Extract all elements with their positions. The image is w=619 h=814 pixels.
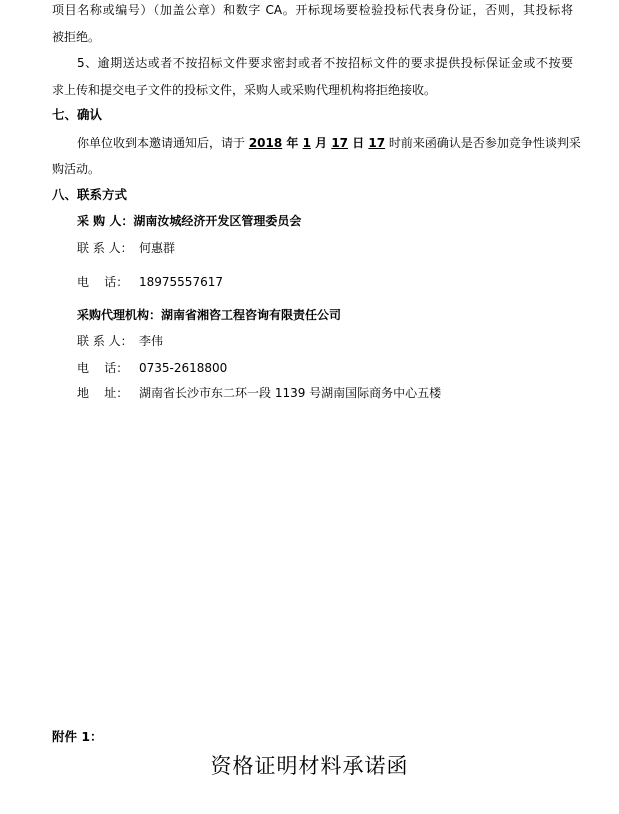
section7-text — [77, 135, 581, 151]
section7-text-after: 时前来函确认是否参加竞争性谈判采 — [385, 136, 581, 150]
purchaser-name: 湖南汝城经济开发区管理委员会 — [133, 214, 302, 228]
agency-contact-label: 联 系 人： — [77, 334, 133, 348]
confirm-hour: 17 — [368, 136, 386, 150]
agency-phone-row — [77, 360, 573, 376]
agency-contact-row — [77, 333, 573, 349]
section8-heading: 八、联系方式 — [52, 187, 128, 202]
para5-line1: 5、逾期送达或者不按招标文件要求密封或者不按招标文件的要求提供投标保证金或不按要 — [77, 56, 573, 70]
section7-text-before: 你单位收到本邀请通知后，请于 — [77, 136, 249, 150]
purchaser-row — [77, 213, 573, 229]
agency-name: 湖南省湘咨工程咨询有限责任公司 — [161, 308, 342, 322]
month-suffix: 月 — [310, 136, 332, 150]
purchaser-phone-row — [77, 274, 573, 290]
appendix-label: 附件 1： — [52, 729, 103, 744]
confirm-year: 2018 — [248, 136, 283, 150]
year-suffix: 年 — [282, 136, 303, 150]
para4-line2: 被拒绝。 — [52, 30, 101, 44]
agency-address: 湖南省长沙市东二环一段 1139 号湖南国际商务中心五楼 — [139, 386, 442, 400]
day-suffix: 日 — [348, 136, 369, 150]
agency-row — [77, 307, 573, 323]
purchaser-contact-row — [77, 240, 573, 256]
confirm-day: 17 — [331, 136, 349, 150]
para5-line2: 求上传和提交电子文件的投标文件，采购人或采购代理机构将拒绝接收。 — [52, 83, 437, 97]
agency-phone-label: 电 话： — [77, 361, 129, 375]
agency-address-label: 地 址： — [77, 386, 129, 400]
section7-heading: 七、确认 — [52, 107, 103, 122]
purchaser-contact-label: 联 系 人： — [77, 241, 133, 255]
section7-line2: 购活动。 — [52, 162, 101, 176]
agency-contact: 李伟 — [139, 334, 164, 348]
purchaser-phone: 18975557617 — [139, 275, 223, 289]
agency-address-row — [77, 385, 573, 401]
agency-label: 采购代理机构： — [77, 308, 162, 322]
purchaser-label: 采 购 人： — [77, 214, 134, 228]
purchaser-contact: 何惠群 — [139, 241, 176, 255]
para4-line1: 项目名称或编号）（加盖公章）和数字 CA。开标现场要检验投标代表身份证，否则，其投标将 — [52, 3, 573, 17]
confirm-month: 1 — [302, 136, 311, 150]
agency-phone: 0735-2618800 — [139, 361, 228, 375]
purchaser-phone-label: 电 话： — [77, 275, 129, 289]
appendix-title: 资格证明材料承诺函 — [210, 754, 409, 778]
